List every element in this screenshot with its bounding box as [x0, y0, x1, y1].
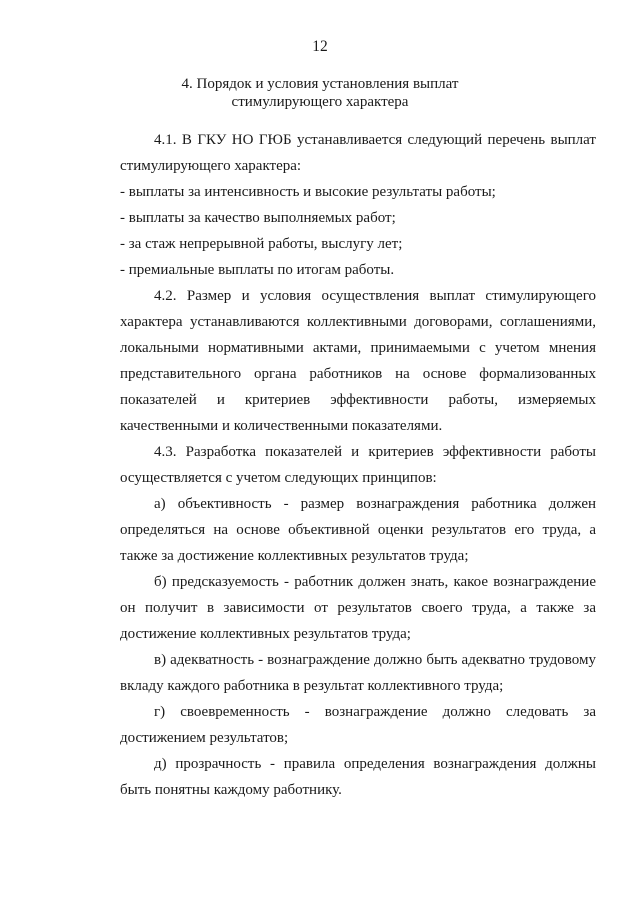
section-title-line-1: 4. Порядок и условия установления выплат	[181, 76, 459, 92]
principle-b: б) предсказуемость - работник должен знать, какое вознаграждение он получит в зависимости от результатов своего труда, а также за достижение коллективных результатов труда;	[120, 574, 596, 642]
list-item-intensity: - выплаты за интенсивность и высокие результаты работы;	[120, 184, 496, 200]
body-text	[120, 127, 596, 803]
paragraph-4-1: 4.1. В ГКУ НО ГЮБ устанавливается следующий перечень выплат стимулирующего характера:	[120, 132, 596, 174]
principle-v: в) адекватность - вознаграждение должно быть адекватно трудовому вкладу каждого работника в результат коллективного труда;	[120, 652, 596, 694]
paragraph-4-2: 4.2. Размер и условия осуществления выплат стимулирующего характера устанавливаются коллективными договорами, соглашениями, локальными нормативными актами, принимаемыми с учетом мнения представительного органа работников на основе формализованных показателей и критериев эффективности работы, измеряемых качественными и количественными показателями.	[120, 288, 596, 434]
section-title-line-2: стимулирующего характера	[231, 94, 409, 110]
list-item-quality: - выплаты за качество выполняемых работ;	[120, 210, 396, 226]
principle-d: д) прозрачность - правила определения вознаграждения должны быть понятны каждому работнику.	[120, 756, 596, 798]
principle-g: г) своевременность - вознаграждение должно следовать за достижением результатов;	[120, 704, 596, 746]
section-heading	[120, 75, 520, 111]
list-item-seniority: - за стаж непрерывной работы, выслугу лет;	[120, 236, 403, 252]
page-number: 12	[312, 38, 328, 55]
principle-a: а) объективность - размер вознаграждения работника должен определяться на основе объективной оценки результатов его труда, а также за достижение коллективных результатов труда;	[120, 496, 596, 564]
paragraph-4-3: 4.3. Разработка показателей и критериев эффективности работы осуществляется с учетом следующих принципов:	[120, 444, 596, 486]
list-item-bonus: - премиальные выплаты по итогам работы.	[120, 262, 395, 278]
